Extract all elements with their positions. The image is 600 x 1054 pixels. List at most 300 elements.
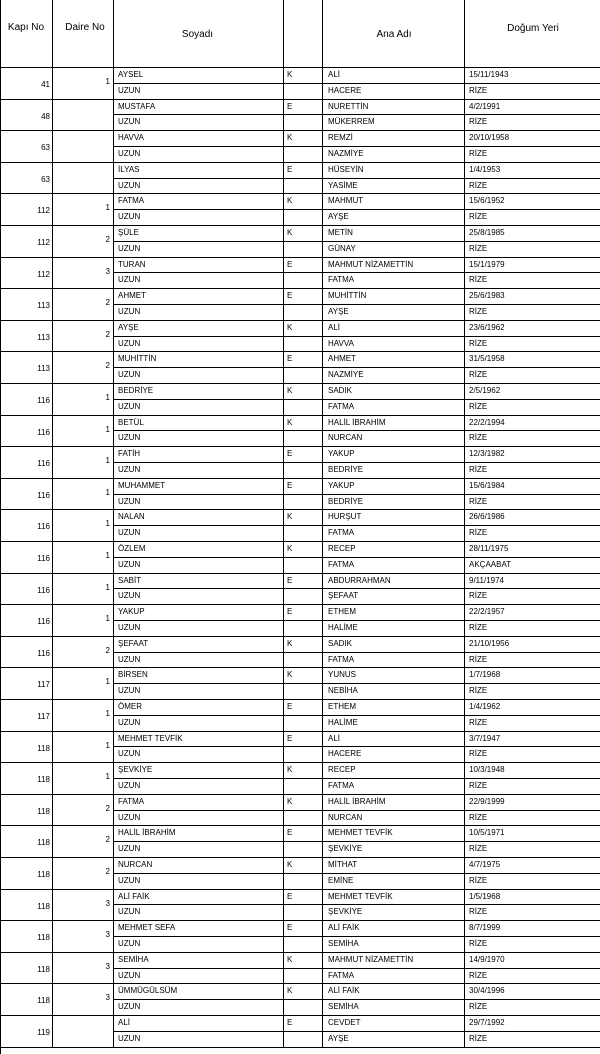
sex-cell: E bbox=[287, 607, 293, 617]
row-subrule bbox=[113, 525, 600, 526]
mother-name-cell: SEMİHA bbox=[328, 939, 359, 948]
surname-cell: UZUN bbox=[118, 85, 141, 95]
kapi-no-cell: 118 bbox=[37, 933, 50, 943]
surname-cell: UZUN bbox=[118, 1033, 141, 1043]
kapi-no-cell: 118 bbox=[37, 964, 50, 974]
mother-name-cell: YASİME bbox=[328, 180, 358, 190]
sex-cell: K bbox=[287, 228, 293, 237]
row-rule bbox=[0, 351, 600, 352]
header-daire-no: Daire No bbox=[65, 22, 105, 33]
daire-no-cell: 1 bbox=[105, 740, 110, 750]
surname-cell: UZUN bbox=[118, 307, 141, 316]
birth-place-cell: RİZE bbox=[469, 496, 488, 506]
row-subrule bbox=[113, 83, 600, 84]
mother-name-cell: AYŞE bbox=[328, 1033, 349, 1043]
kapi-no-cell: 118 bbox=[37, 838, 50, 848]
row-rule bbox=[0, 320, 600, 321]
surname-cell: UZUN bbox=[118, 401, 141, 411]
mother-name-cell: AYŞE bbox=[328, 212, 349, 222]
kapi-no-cell: 41 bbox=[41, 80, 50, 89]
row-rule bbox=[0, 257, 600, 258]
first-name-cell: BEDRİYE bbox=[118, 386, 154, 395]
father-name-cell: RECEP bbox=[328, 544, 356, 553]
mother-name-cell: ŞEFAAT bbox=[328, 591, 359, 601]
first-name-cell: MEHMET TEVFİK bbox=[118, 733, 183, 743]
kapi-no-cell: 116 bbox=[37, 396, 50, 405]
birth-place-cell: RİZE bbox=[469, 433, 488, 443]
surname-cell: UZUN bbox=[118, 180, 141, 190]
column-rule bbox=[0, 0, 1, 1054]
birth-date-cell: 25/8/1985 bbox=[469, 228, 505, 237]
daire-no-cell: 1 bbox=[105, 551, 110, 560]
birth-date-cell: 15/11/1943 bbox=[469, 70, 509, 79]
birth-date-cell: 22/2/1994 bbox=[469, 417, 505, 427]
birth-date-cell: 28/11/1975 bbox=[469, 544, 509, 553]
mother-name-cell: SEMİHA bbox=[328, 1002, 359, 1012]
first-name-cell: MUSTAFA bbox=[118, 101, 156, 111]
sex-cell: K bbox=[287, 544, 293, 553]
father-name-cell: ALİ bbox=[328, 322, 341, 332]
birth-place-cell: RİZE bbox=[469, 465, 488, 474]
first-name-cell: ŞEFAAT bbox=[118, 638, 149, 648]
sex-cell: K bbox=[287, 133, 293, 143]
first-name-cell: HAVVA bbox=[118, 133, 144, 143]
father-name-cell: MAHMUT NİZAMETTİN bbox=[328, 954, 414, 964]
father-name-cell: HURŞUT bbox=[328, 512, 362, 522]
first-name-cell: FATMA bbox=[118, 796, 145, 806]
daire-no-cell: 1 bbox=[105, 77, 110, 86]
first-name-cell: ŞÜLE bbox=[118, 228, 139, 237]
row-rule bbox=[0, 825, 600, 826]
kapi-no-cell: 116 bbox=[37, 648, 50, 658]
birth-date-cell: 1/5/1968 bbox=[469, 891, 501, 901]
birth-date-cell: 12/3/1982 bbox=[469, 449, 505, 459]
birth-place-cell: RİZE bbox=[469, 401, 488, 411]
first-name-cell: İLYAS bbox=[118, 164, 140, 174]
row-subrule bbox=[113, 146, 600, 147]
surname-cell: UZUN bbox=[118, 875, 141, 885]
birth-date-cell: 1/4/1953 bbox=[469, 164, 501, 174]
first-name-cell: MEHMET SEFA bbox=[118, 923, 176, 933]
row-subrule bbox=[113, 810, 600, 811]
birth-date-cell: 20/10/1958 bbox=[469, 133, 510, 143]
mother-name-cell: HALİME bbox=[328, 717, 358, 727]
birth-date-cell: 4/7/1975 bbox=[469, 860, 501, 869]
sex-cell: E bbox=[287, 733, 293, 743]
row-subrule bbox=[113, 841, 600, 842]
birth-date-cell: 1/4/1962 bbox=[469, 702, 501, 711]
kapi-no-cell: 118 bbox=[37, 901, 50, 911]
mother-name-cell: HACERE bbox=[328, 749, 362, 759]
row-rule bbox=[0, 762, 600, 763]
kapi-no-cell: 118 bbox=[37, 775, 50, 785]
surname-cell: UZUN bbox=[118, 338, 141, 348]
sex-cell: K bbox=[287, 196, 293, 206]
first-name-cell: ŞEVKİYE bbox=[118, 765, 153, 775]
father-name-cell: ALİ FAİK bbox=[328, 923, 360, 933]
birth-place-cell: RİZE bbox=[469, 939, 488, 948]
daire-no-cell: 2 bbox=[105, 235, 110, 244]
daire-no-cell: 1 bbox=[105, 393, 110, 402]
surname-cell: UZUN bbox=[118, 496, 141, 506]
first-name-cell: FATMA bbox=[118, 196, 145, 206]
father-name-cell: RECEP bbox=[328, 765, 356, 775]
daire-no-cell: 2 bbox=[105, 867, 110, 876]
first-name-cell: ALİ FAİK bbox=[118, 891, 150, 901]
kapi-no-cell: 112 bbox=[37, 206, 50, 216]
daire-no-cell: 1 bbox=[105, 772, 110, 782]
birth-date-cell: 15/6/1952 bbox=[469, 196, 505, 206]
row-subrule bbox=[113, 494, 600, 495]
first-name-cell: AYŞE bbox=[118, 322, 139, 332]
kapi-no-cell: 118 bbox=[37, 743, 50, 753]
row-subrule bbox=[113, 178, 600, 179]
father-name-cell: ALİ bbox=[328, 70, 341, 79]
surname-cell: UZUN bbox=[118, 844, 141, 854]
row-subrule bbox=[113, 652, 600, 653]
sex-cell: K bbox=[287, 986, 293, 996]
surname-cell: UZUN bbox=[118, 370, 141, 380]
father-name-cell: HÜSEYİN bbox=[328, 164, 364, 174]
kapi-no-cell: 48 bbox=[41, 111, 50, 121]
mother-name-cell: HALİME bbox=[328, 623, 358, 632]
first-name-cell: TURAN bbox=[118, 259, 146, 269]
daire-no-cell: 3 bbox=[105, 266, 110, 276]
birth-place-cell: RİZE bbox=[469, 812, 488, 822]
kapi-no-cell: 116 bbox=[37, 490, 50, 500]
first-name-cell: ÖMER bbox=[118, 702, 142, 711]
row-rule bbox=[0, 920, 600, 921]
surname-cell: UZUN bbox=[118, 939, 141, 948]
sex-cell: K bbox=[287, 638, 293, 648]
father-name-cell: AHMET bbox=[328, 354, 356, 364]
first-name-cell: AYSEL bbox=[118, 70, 144, 79]
first-name-cell: ÖZLEM bbox=[118, 544, 146, 553]
birth-place-cell: RİZE bbox=[469, 781, 488, 790]
father-name-cell: HALİL İBRAHİM bbox=[328, 417, 386, 427]
mother-name-cell: BEDRİYE bbox=[328, 496, 364, 506]
first-name-cell: SABİT bbox=[118, 575, 142, 585]
daire-no-cell: 3 bbox=[105, 898, 110, 908]
row-rule bbox=[0, 889, 600, 890]
row-subrule bbox=[113, 746, 600, 747]
birth-date-cell: 31/5/1958 bbox=[469, 354, 505, 364]
header-rule bbox=[0, 67, 600, 68]
row-subrule bbox=[113, 588, 600, 589]
sex-cell: K bbox=[287, 796, 293, 806]
father-name-cell: MİTHAT bbox=[328, 860, 358, 869]
birth-date-cell: 26/6/1986 bbox=[469, 512, 505, 522]
daire-no-cell: 2 bbox=[105, 835, 110, 845]
mother-name-cell: MÜKERREM bbox=[328, 117, 375, 127]
kapi-no-cell: 116 bbox=[37, 617, 50, 627]
birth-place-cell: RİZE bbox=[469, 180, 488, 190]
first-name-cell: FATİH bbox=[118, 449, 141, 459]
kapi-no-cell: 119 bbox=[37, 1028, 50, 1037]
row-subrule bbox=[113, 999, 600, 1000]
birth-place-cell: RİZE bbox=[469, 149, 488, 158]
birth-place-cell: RİZE bbox=[469, 1033, 488, 1043]
row-subrule bbox=[113, 336, 600, 337]
birth-date-cell: 15/1/1979 bbox=[469, 259, 505, 269]
birth-place-cell: RİZE bbox=[469, 370, 488, 380]
mother-name-cell: FATMA bbox=[328, 401, 355, 411]
sex-cell: K bbox=[287, 322, 293, 332]
father-name-cell: REMZİ bbox=[328, 133, 353, 143]
birth-date-cell: 22/2/1957 bbox=[469, 607, 505, 617]
sex-cell: E bbox=[287, 259, 293, 269]
surname-cell: UZUN bbox=[118, 465, 141, 474]
row-subrule bbox=[113, 272, 600, 273]
daire-no-cell: 1 bbox=[105, 677, 110, 687]
father-name-cell: METİN bbox=[328, 228, 353, 237]
birth-date-cell: 30/4/1996 bbox=[469, 986, 505, 996]
first-name-cell: MUHİTTİN bbox=[118, 354, 157, 364]
surname-cell: UZUN bbox=[118, 781, 141, 790]
surname-cell: UZUN bbox=[118, 212, 141, 222]
birth-date-cell: 10/5/1971 bbox=[469, 828, 505, 838]
mother-name-cell: NAZMİYE bbox=[328, 370, 364, 380]
row-rule bbox=[0, 983, 600, 984]
birth-date-cell: 15/6/1984 bbox=[469, 480, 505, 490]
birth-date-cell: 21/10/1956 bbox=[469, 638, 510, 648]
mother-name-cell: ŞEVKİYE bbox=[328, 907, 363, 917]
birth-place-cell: RİZE bbox=[469, 307, 488, 316]
sex-cell: K bbox=[287, 765, 293, 775]
row-rule bbox=[0, 541, 600, 542]
row-subrule bbox=[113, 430, 600, 431]
surname-cell: UZUN bbox=[118, 907, 141, 917]
daire-no-cell: 2 bbox=[105, 329, 110, 339]
sex-cell: K bbox=[287, 512, 293, 522]
kapi-no-cell: 116 bbox=[37, 522, 50, 532]
row-subrule bbox=[113, 304, 600, 305]
birth-date-cell: 4/2/1991 bbox=[469, 101, 501, 111]
surname-cell: UZUN bbox=[118, 623, 141, 632]
birth-place-cell: RİZE bbox=[469, 528, 488, 538]
father-name-cell: ALİ FAİK bbox=[328, 986, 360, 996]
surname-cell: UZUN bbox=[118, 686, 141, 696]
kapi-no-cell: 113 bbox=[37, 364, 50, 374]
birth-place-cell: RİZE bbox=[469, 907, 488, 917]
father-name-cell: MAHMUT NİZAMETTİN bbox=[328, 259, 414, 269]
row-rule bbox=[0, 478, 600, 479]
kapi-no-cell: 113 bbox=[37, 332, 50, 342]
birth-date-cell: 23/6/1962 bbox=[469, 322, 505, 332]
daire-no-cell: 1 bbox=[105, 519, 110, 529]
mother-name-cell: GÜNAY bbox=[328, 243, 356, 253]
first-name-cell: NALAN bbox=[118, 512, 145, 522]
row-rule bbox=[0, 130, 600, 131]
birth-date-cell: 14/9/1970 bbox=[469, 954, 505, 964]
row-subrule bbox=[113, 241, 600, 242]
kapi-no-cell: 118 bbox=[37, 870, 50, 879]
birth-date-cell: 2/5/1962 bbox=[469, 386, 501, 395]
birth-place-cell: RİZE bbox=[469, 117, 488, 127]
row-rule bbox=[0, 794, 600, 795]
kapi-no-cell: 118 bbox=[37, 996, 50, 1006]
birth-date-cell: 9/11/1974 bbox=[469, 575, 504, 585]
row-subrule bbox=[113, 114, 600, 115]
mother-name-cell: NURCAN bbox=[328, 812, 363, 822]
sex-cell: K bbox=[287, 417, 293, 427]
kapi-no-cell: 116 bbox=[37, 554, 50, 563]
daire-no-cell: 3 bbox=[105, 930, 110, 940]
row-subrule bbox=[113, 715, 600, 716]
kapi-no-cell: 112 bbox=[37, 238, 50, 247]
birth-date-cell: 3/7/1947 bbox=[469, 733, 501, 743]
birth-date-cell: 1/7/1968 bbox=[469, 670, 501, 680]
row-rule bbox=[0, 509, 600, 510]
row-subrule bbox=[113, 778, 600, 779]
daire-no-cell: 1 bbox=[105, 456, 110, 466]
sex-cell: E bbox=[287, 449, 293, 459]
mother-name-cell: FATMA bbox=[328, 528, 355, 538]
row-subrule bbox=[113, 904, 600, 905]
father-name-cell: SADIK bbox=[328, 386, 353, 395]
kapi-no-cell: 117 bbox=[37, 680, 50, 690]
mother-name-cell: NURCAN bbox=[328, 433, 363, 443]
mother-name-cell: FATMA bbox=[328, 559, 355, 569]
birth-place-cell: RİZE bbox=[469, 717, 488, 727]
father-name-cell: ALİ bbox=[328, 733, 341, 743]
father-name-cell: ETHEM bbox=[328, 702, 356, 711]
birth-place-cell: RİZE bbox=[469, 749, 488, 759]
row-rule bbox=[0, 699, 600, 700]
header-ana-adi: Ana Adı bbox=[376, 29, 412, 40]
birth-place-cell: AKÇAABAT bbox=[469, 559, 512, 569]
birth-place-cell: RİZE bbox=[469, 243, 488, 253]
row-subrule bbox=[113, 367, 600, 368]
sex-cell: E bbox=[287, 101, 293, 111]
row-rule bbox=[0, 193, 600, 194]
father-name-cell: NURETTİN bbox=[328, 101, 369, 111]
surname-cell: UZUN bbox=[118, 749, 141, 759]
surname-cell: UZUN bbox=[118, 717, 141, 727]
row-subrule bbox=[113, 683, 600, 684]
row-rule bbox=[0, 383, 600, 384]
kapi-no-cell: 63 bbox=[41, 174, 50, 184]
row-subrule bbox=[113, 620, 600, 621]
daire-no-cell: 1 bbox=[105, 203, 110, 213]
kapi-no-cell: 118 bbox=[37, 806, 50, 816]
row-rule bbox=[0, 636, 600, 637]
row-rule bbox=[0, 573, 600, 574]
father-name-cell: YAKUP bbox=[328, 480, 355, 490]
surname-cell: UZUN bbox=[118, 243, 141, 253]
daire-no-cell: 2 bbox=[105, 361, 110, 371]
sex-cell: E bbox=[287, 923, 293, 933]
row-rule bbox=[0, 162, 600, 163]
birth-date-cell: 8/7/1999 bbox=[469, 923, 501, 933]
father-name-cell: SADIK bbox=[328, 638, 353, 648]
surname-cell: UZUN bbox=[118, 433, 141, 443]
row-subrule bbox=[113, 936, 600, 937]
row-subrule bbox=[113, 209, 600, 210]
birth-place-cell: RİZE bbox=[469, 1002, 488, 1012]
birth-place-cell: RİZE bbox=[469, 591, 488, 601]
header-kapi-no: Kapı No bbox=[7, 22, 45, 33]
first-name-cell: ÜMMÜGÜLSÜM bbox=[118, 986, 178, 996]
mother-name-cell: ŞEVKİYE bbox=[328, 844, 363, 854]
kapi-no-cell: 116 bbox=[37, 459, 50, 469]
kapi-no-cell: 63 bbox=[41, 143, 50, 153]
mother-name-cell: FATMA bbox=[328, 275, 355, 285]
row-rule bbox=[0, 1047, 600, 1048]
birth-place-cell: RİZE bbox=[469, 654, 488, 664]
mother-name-cell: NEBİHA bbox=[328, 686, 358, 696]
birth-place-cell: RİZE bbox=[469, 970, 488, 980]
row-rule bbox=[0, 415, 600, 416]
father-name-cell: MUHİTTİN bbox=[328, 291, 367, 301]
father-name-cell: CEVDET bbox=[328, 1018, 361, 1027]
birth-date-cell: 25/6/1983 bbox=[469, 291, 505, 301]
sex-cell: E bbox=[287, 164, 293, 174]
mother-name-cell: BEDRİYE bbox=[328, 465, 364, 474]
sex-cell: E bbox=[287, 480, 293, 490]
first-name-cell: BİRSEN bbox=[118, 670, 148, 680]
row-rule bbox=[0, 731, 600, 732]
father-name-cell: YAKUP bbox=[328, 449, 355, 459]
surname-cell: UZUN bbox=[118, 528, 141, 538]
sex-cell: E bbox=[287, 1018, 293, 1027]
kapi-no-cell: 113 bbox=[37, 301, 50, 311]
father-name-cell: ABDURRAHMAN bbox=[328, 575, 391, 585]
surname-cell: UZUN bbox=[118, 591, 141, 601]
sex-cell: K bbox=[287, 860, 293, 869]
row-subrule bbox=[113, 873, 600, 874]
birth-place-cell: RİZE bbox=[469, 844, 488, 854]
sex-cell: E bbox=[287, 828, 293, 838]
kapi-no-cell: 116 bbox=[37, 427, 50, 437]
kapi-no-cell: 116 bbox=[37, 585, 50, 595]
row-rule bbox=[0, 225, 600, 226]
birth-place-cell: RİZE bbox=[469, 85, 488, 95]
sex-cell: K bbox=[287, 70, 293, 79]
surname-cell: UZUN bbox=[118, 275, 141, 285]
father-name-cell: MAHMUT bbox=[328, 196, 364, 206]
birth-place-cell: RİZE bbox=[469, 275, 488, 285]
mother-name-cell: HAVVA bbox=[328, 338, 354, 348]
sex-cell: E bbox=[287, 702, 293, 711]
birth-place-cell: RİZE bbox=[469, 686, 488, 696]
mother-name-cell: HACERE bbox=[328, 85, 362, 95]
daire-no-cell: 1 bbox=[105, 487, 110, 497]
row-subrule bbox=[113, 557, 600, 558]
row-subrule bbox=[113, 1031, 600, 1032]
daire-no-cell: 1 bbox=[105, 424, 110, 434]
row-rule bbox=[0, 1015, 600, 1016]
sex-cell: K bbox=[287, 670, 293, 680]
row-rule bbox=[0, 99, 600, 100]
header-soyadi: Soyadı bbox=[181, 29, 214, 40]
father-name-cell: YUNUS bbox=[328, 670, 357, 680]
row-rule bbox=[0, 604, 600, 605]
birth-place-cell: RİZE bbox=[469, 623, 488, 632]
daire-no-cell: 3 bbox=[105, 961, 110, 971]
mother-name-cell: FATMA bbox=[328, 654, 355, 664]
sex-cell: E bbox=[287, 354, 293, 364]
mother-name-cell: EMİNE bbox=[328, 875, 354, 885]
surname-cell: UZUN bbox=[118, 654, 141, 664]
sex-cell: E bbox=[287, 891, 293, 901]
row-rule bbox=[0, 857, 600, 858]
surname-cell: UZUN bbox=[118, 1002, 141, 1012]
mother-name-cell: NAZMİYE bbox=[328, 149, 364, 158]
row-rule bbox=[0, 952, 600, 953]
father-name-cell: MEHMET TEVFİK bbox=[328, 828, 393, 838]
father-name-cell: ETHEM bbox=[328, 607, 356, 617]
